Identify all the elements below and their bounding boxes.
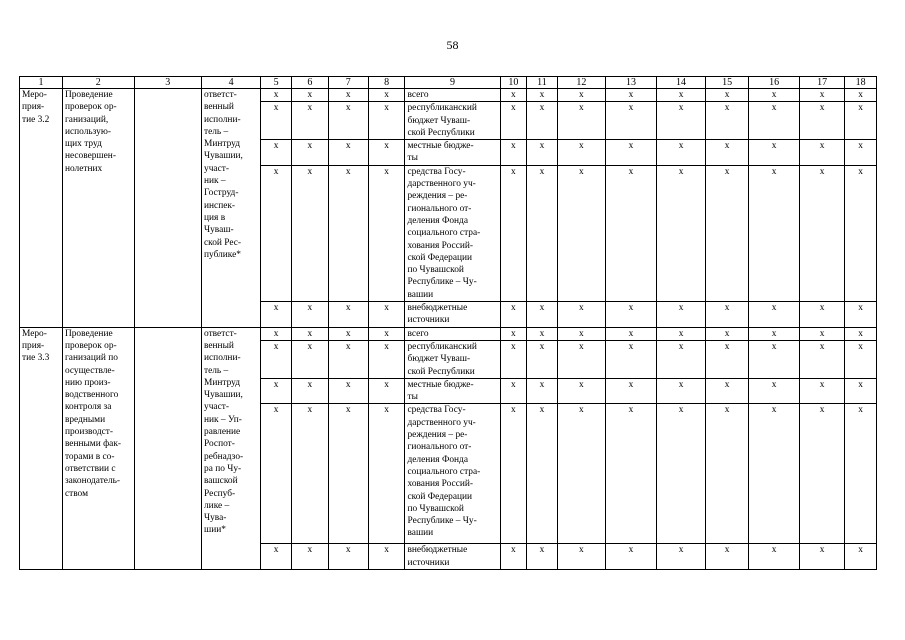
x-mark-cell: х <box>845 302 877 328</box>
x-mark-cell: х <box>368 102 405 140</box>
column-number-1: 1 <box>20 77 63 89</box>
x-mark-cell: х <box>328 378 368 404</box>
x-mark-cell: х <box>328 102 368 140</box>
x-mark-cell: х <box>527 102 558 140</box>
x-mark-cell: х <box>605 544 656 570</box>
x-mark-cell: х <box>800 102 845 140</box>
column-number-15: 15 <box>706 77 749 89</box>
x-mark-cell: х <box>557 89 605 102</box>
measure-name-cell: Проведение проверок ор- ганизаций по осуществле- нию произ- водственного контроля за вредными производст- венными фак- торами в со- ответствии с законодатель- ством <box>62 327 134 569</box>
x-mark-cell: х <box>706 404 749 544</box>
x-mark-cell: х <box>657 302 706 328</box>
program-measures-table <box>19 76 877 570</box>
x-mark-cell: х <box>605 140 656 166</box>
x-mark-cell: х <box>500 404 527 544</box>
x-mark-cell: х <box>605 165 656 301</box>
x-mark-cell: х <box>657 140 706 166</box>
x-mark-cell: х <box>605 340 656 378</box>
x-mark-cell: х <box>527 302 558 328</box>
x-mark-cell: х <box>527 340 558 378</box>
x-mark-cell: х <box>261 340 292 378</box>
x-mark-cell: х <box>328 327 368 340</box>
column-number-7: 7 <box>328 77 368 89</box>
x-mark-cell: х <box>657 340 706 378</box>
x-mark-cell: х <box>706 165 749 301</box>
funding-source-cell: внебюджетные источники <box>405 302 500 328</box>
x-mark-cell: х <box>800 140 845 166</box>
column-number-11: 11 <box>527 77 558 89</box>
x-mark-cell: х <box>605 327 656 340</box>
funding-source-cell: средства Госу- дарственного уч- реждения – ре- гионального от- деления Фонда социального стра- хования Россий- ской Федерации по Чувашской Республике – Чу- вашии <box>405 404 500 544</box>
x-mark-cell: х <box>800 340 845 378</box>
measure-name-cell: Проведение проверок ор- ганизаций, использую- щих труд несовершен- нолетних <box>62 89 134 328</box>
x-mark-cell: х <box>527 327 558 340</box>
x-mark-cell: х <box>328 140 368 166</box>
x-mark-cell: х <box>500 340 527 378</box>
funding-source-cell: внебюджетные источники <box>405 544 500 570</box>
column-number-10: 10 <box>500 77 527 89</box>
column-number-14: 14 <box>657 77 706 89</box>
column-3-cell <box>134 327 201 569</box>
x-mark-cell: х <box>527 404 558 544</box>
x-mark-cell: х <box>557 340 605 378</box>
column-number-12: 12 <box>557 77 605 89</box>
funding-source-cell: средства Госу- дарственного уч- реждения – ре- гионального от- деления Фонда социального стра- хования Россий- ской Федерации по Чувашской Республике – Чу- вашии <box>405 165 500 301</box>
x-mark-cell: х <box>845 89 877 102</box>
x-mark-cell: х <box>368 140 405 166</box>
column-number-8: 8 <box>368 77 405 89</box>
x-mark-cell: х <box>845 102 877 140</box>
x-mark-cell: х <box>605 102 656 140</box>
x-mark-cell: х <box>291 327 328 340</box>
x-mark-cell: х <box>261 404 292 544</box>
x-mark-cell: х <box>500 140 527 166</box>
x-mark-cell: х <box>291 378 328 404</box>
x-mark-cell: х <box>500 89 527 102</box>
x-mark-cell: х <box>605 302 656 328</box>
x-mark-cell: х <box>706 327 749 340</box>
x-mark-cell: х <box>328 544 368 570</box>
x-mark-cell: х <box>261 302 292 328</box>
x-mark-cell: х <box>605 89 656 102</box>
page-number: 58 <box>446 38 459 52</box>
x-mark-cell: х <box>845 327 877 340</box>
x-mark-cell: х <box>500 378 527 404</box>
x-mark-cell: х <box>261 378 292 404</box>
x-mark-cell: х <box>845 544 877 570</box>
x-mark-cell: х <box>706 544 749 570</box>
x-mark-cell: х <box>749 404 800 544</box>
x-mark-cell: х <box>261 165 292 301</box>
x-mark-cell: х <box>368 327 405 340</box>
x-mark-cell: х <box>749 140 800 166</box>
x-mark-cell: х <box>261 140 292 166</box>
funding-source-cell: местные бюдже- ты <box>405 140 500 166</box>
x-mark-cell: х <box>657 327 706 340</box>
x-mark-cell: х <box>706 140 749 166</box>
x-mark-cell: х <box>845 165 877 301</box>
x-mark-cell: х <box>261 102 292 140</box>
x-mark-cell: х <box>368 302 405 328</box>
x-mark-cell: х <box>800 165 845 301</box>
table-row <box>20 327 877 340</box>
x-mark-cell: х <box>800 404 845 544</box>
x-mark-cell: х <box>749 544 800 570</box>
x-mark-cell: х <box>605 378 656 404</box>
x-mark-cell: х <box>800 302 845 328</box>
x-mark-cell: х <box>845 140 877 166</box>
x-mark-cell: х <box>657 378 706 404</box>
x-mark-cell: х <box>657 544 706 570</box>
x-mark-cell: х <box>749 327 800 340</box>
x-mark-cell: х <box>800 544 845 570</box>
x-mark-cell: х <box>706 340 749 378</box>
x-mark-cell: х <box>368 165 405 301</box>
measure-cell: Меро- прия- тие 3.2 <box>20 89 63 328</box>
x-mark-cell: х <box>527 165 558 301</box>
executor-cell: ответст- венный исполни- тель – Минтруд Чувашии, участ- ник – Гоструд- инспек- ция в Чуваш- ской Рес- публике* <box>202 89 261 328</box>
x-mark-cell: х <box>291 404 328 544</box>
column-number-6: 6 <box>291 77 328 89</box>
x-mark-cell: х <box>800 89 845 102</box>
x-mark-cell: х <box>261 327 292 340</box>
x-mark-cell: х <box>749 165 800 301</box>
column-number-13: 13 <box>605 77 656 89</box>
x-mark-cell: х <box>527 140 558 166</box>
column-number-3: 3 <box>134 77 201 89</box>
x-mark-cell: х <box>749 378 800 404</box>
x-mark-cell: х <box>557 302 605 328</box>
x-mark-cell: х <box>291 340 328 378</box>
x-mark-cell: х <box>845 340 877 378</box>
x-mark-cell: х <box>706 102 749 140</box>
x-mark-cell: х <box>500 327 527 340</box>
funding-source-cell: республиканский бюджет Чуваш- ской Республики <box>405 340 500 378</box>
x-mark-cell: х <box>500 102 527 140</box>
column-number-9: 9 <box>405 77 500 89</box>
x-mark-cell: х <box>328 404 368 544</box>
x-mark-cell: х <box>291 140 328 166</box>
x-mark-cell: х <box>845 378 877 404</box>
funding-source-cell: местные бюдже- ты <box>405 378 500 404</box>
x-mark-cell: х <box>527 544 558 570</box>
x-mark-cell: х <box>557 140 605 166</box>
x-mark-cell: х <box>557 102 605 140</box>
x-mark-cell: х <box>500 544 527 570</box>
table-row <box>20 89 877 102</box>
x-mark-cell: х <box>749 89 800 102</box>
x-mark-cell: х <box>261 544 292 570</box>
funding-source-cell: всего <box>405 89 500 102</box>
x-mark-cell: х <box>657 165 706 301</box>
column-number-5: 5 <box>261 77 292 89</box>
x-mark-cell: х <box>368 378 405 404</box>
funding-source-cell: всего <box>405 327 500 340</box>
x-mark-cell: х <box>800 327 845 340</box>
x-mark-cell: х <box>368 89 405 102</box>
column-number-18: 18 <box>845 77 877 89</box>
x-mark-cell: х <box>749 340 800 378</box>
x-mark-cell: х <box>291 544 328 570</box>
x-mark-cell: х <box>557 378 605 404</box>
column-number-4: 4 <box>202 77 261 89</box>
x-mark-cell: х <box>557 544 605 570</box>
x-mark-cell: х <box>368 340 405 378</box>
x-mark-cell: х <box>706 302 749 328</box>
x-mark-cell: х <box>291 302 328 328</box>
executor-cell: ответст- венный исполни- тель – Минтруд Чувашии, участ- ник – Уп- равление Роспот- ребнадзо- ра по Чу- вашской Респуб- лике – Чува- шии* <box>202 327 261 569</box>
x-mark-cell: х <box>368 544 405 570</box>
x-mark-cell: х <box>557 165 605 301</box>
x-mark-cell: х <box>328 89 368 102</box>
x-mark-cell: х <box>845 404 877 544</box>
funding-source-cell: республиканский бюджет Чуваш- ской Республики <box>405 102 500 140</box>
x-mark-cell: х <box>605 404 656 544</box>
column-number-row <box>20 77 877 89</box>
column-number-2: 2 <box>62 77 134 89</box>
x-mark-cell: х <box>291 102 328 140</box>
x-mark-cell: х <box>291 165 328 301</box>
column-3-cell <box>134 89 201 328</box>
x-mark-cell: х <box>368 404 405 544</box>
column-number-17: 17 <box>800 77 845 89</box>
x-mark-cell: х <box>261 89 292 102</box>
x-mark-cell: х <box>657 404 706 544</box>
measure-cell: Меро- прия- тие 3.3 <box>20 327 63 569</box>
x-mark-cell: х <box>500 165 527 301</box>
x-mark-cell: х <box>657 102 706 140</box>
x-mark-cell: х <box>706 89 749 102</box>
x-mark-cell: х <box>328 340 368 378</box>
x-mark-cell: х <box>527 89 558 102</box>
x-mark-cell: х <box>657 89 706 102</box>
x-mark-cell: х <box>706 378 749 404</box>
x-mark-cell: х <box>527 378 558 404</box>
x-mark-cell: х <box>557 404 605 544</box>
x-mark-cell: х <box>749 302 800 328</box>
x-mark-cell: х <box>291 89 328 102</box>
x-mark-cell: х <box>328 165 368 301</box>
x-mark-cell: х <box>500 302 527 328</box>
x-mark-cell: х <box>800 378 845 404</box>
x-mark-cell: х <box>328 302 368 328</box>
x-mark-cell: х <box>557 327 605 340</box>
x-mark-cell: х <box>749 102 800 140</box>
column-number-16: 16 <box>749 77 800 89</box>
